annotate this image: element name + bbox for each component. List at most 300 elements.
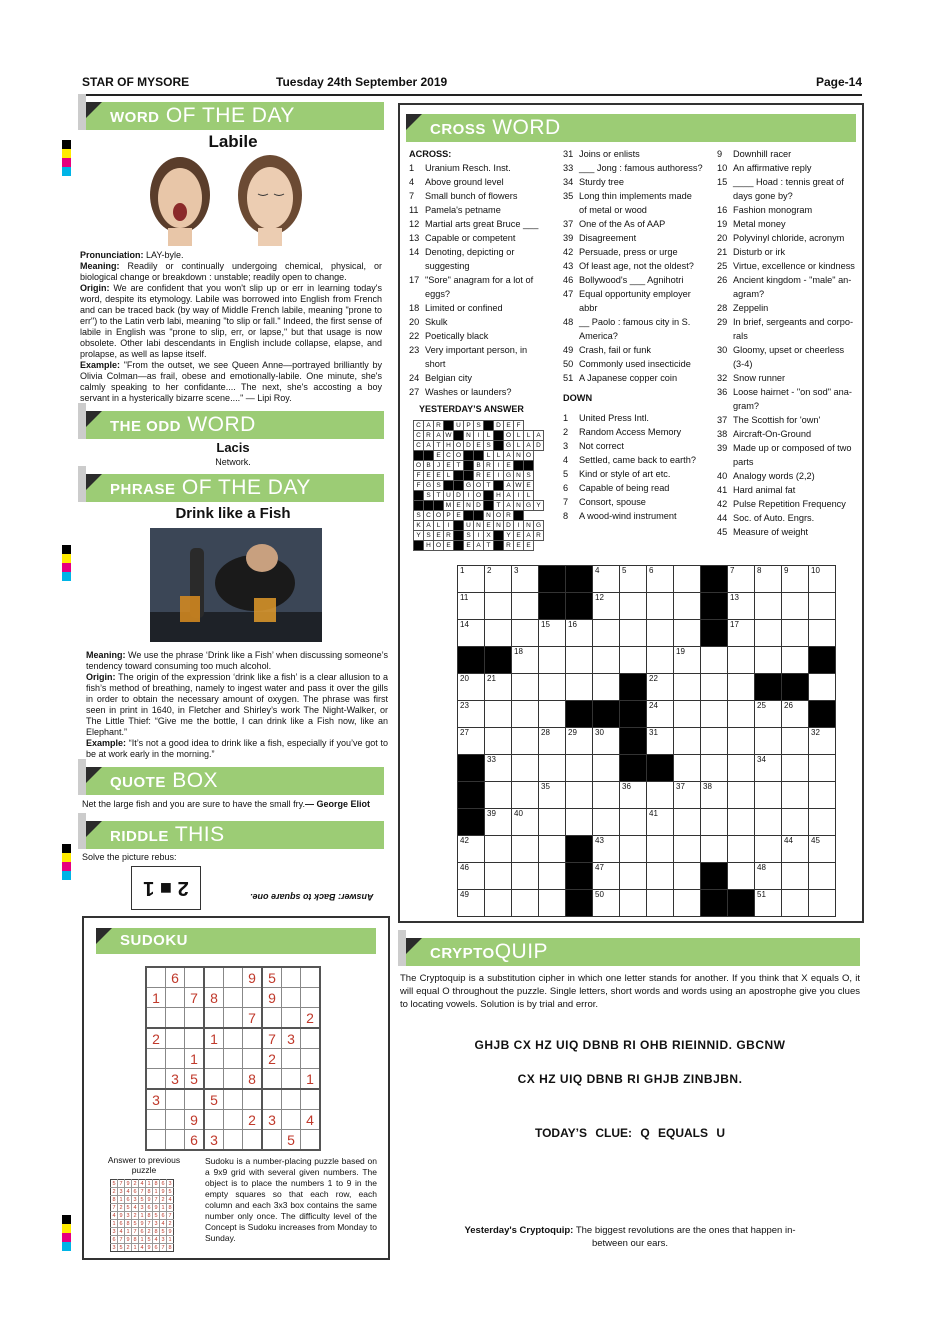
crossword-cell[interactable]: [566, 809, 593, 836]
crossword-cell[interactable]: [593, 863, 620, 890]
sudoku-cell[interactable]: [243, 988, 263, 1008]
crossword-cell[interactable]: [620, 890, 647, 917]
clue-text: Martial arts great Bruce ___: [425, 219, 539, 229]
crossword-cell[interactable]: [755, 620, 782, 647]
rebus-box: 2 ■ 1: [131, 866, 201, 910]
crossword-cell[interactable]: [674, 674, 701, 701]
sudoku-cell[interactable]: [185, 1089, 205, 1110]
crossword-cell[interactable]: [728, 620, 755, 647]
crossword-cell[interactable]: [566, 782, 593, 809]
crossword-cell[interactable]: [674, 701, 701, 728]
crossword-cell[interactable]: [512, 566, 539, 593]
crossword-cell[interactable]: [485, 836, 512, 863]
clue-number: 13: [409, 233, 420, 243]
crossword-cell[interactable]: [782, 701, 809, 728]
down-clues-col3: [717, 147, 857, 539]
clue-item: [563, 203, 703, 217]
sudoku-cell[interactable]: [301, 1049, 321, 1069]
crossword-cell[interactable]: [512, 890, 539, 917]
crossword-cell[interactable]: [539, 728, 566, 755]
crossword-cell[interactable]: [458, 566, 485, 593]
sudoku-cell[interactable]: [243, 1130, 263, 1151]
crossword-cell[interactable]: [782, 890, 809, 917]
crossword-cell[interactable]: [593, 620, 620, 647]
cell-number: 31: [649, 728, 658, 737]
crossword-cell[interactable]: [647, 782, 674, 809]
answer-letter: I: [474, 431, 484, 441]
black-square: [494, 541, 504, 551]
crossword-cell[interactable]: [593, 782, 620, 809]
crossword-cell[interactable]: [755, 890, 782, 917]
crossword-cell[interactable]: [485, 620, 512, 647]
crossword-cell[interactable]: [593, 728, 620, 755]
crossword-cell[interactable]: [593, 647, 620, 674]
crossword-cell[interactable]: [755, 593, 782, 620]
sudoku-cell[interactable]: [204, 1069, 224, 1090]
black-square: [485, 647, 512, 674]
crossword-cell[interactable]: [647, 809, 674, 836]
crossword-cell[interactable]: [728, 728, 755, 755]
crossword-cell[interactable]: [620, 620, 647, 647]
crossword-cell[interactable]: [701, 701, 728, 728]
crossword-cell[interactable]: [728, 809, 755, 836]
black-square: [566, 593, 593, 620]
crossword-cell[interactable]: [647, 593, 674, 620]
sudoku-cell[interactable]: [282, 1008, 301, 1029]
crossword-cell[interactable]: [809, 620, 836, 647]
sudoku-cell[interactable]: [224, 1069, 243, 1090]
sudoku-cell[interactable]: [146, 1008, 166, 1029]
crossword-cell[interactable]: [782, 620, 809, 647]
crossword-cell[interactable]: [755, 728, 782, 755]
cell-number: 13: [730, 593, 739, 602]
crossword-cell[interactable]: [782, 836, 809, 863]
cell-number: 36: [622, 782, 631, 791]
sudoku-cell[interactable]: [301, 967, 321, 988]
crossword-cell[interactable]: [674, 836, 701, 863]
sudoku-cell[interactable]: [262, 1069, 282, 1090]
crossword-cell[interactable]: [485, 863, 512, 890]
sudoku-cell: 9: [147, 1196, 151, 1203]
sudoku-cell[interactable]: [166, 1028, 185, 1049]
sudoku-cell[interactable]: [204, 1110, 224, 1130]
women-faces-illustration: [130, 150, 330, 246]
crossword-cell[interactable]: [728, 836, 755, 863]
sudoku-cell: 1: [147, 1180, 151, 1187]
sudoku-cell[interactable]: [282, 1089, 301, 1110]
crossword-cell[interactable]: [458, 620, 485, 647]
crossword-cell[interactable]: [539, 755, 566, 782]
color-registration-mark: [62, 545, 71, 581]
crossword-cell[interactable]: [809, 863, 836, 890]
answer-letter: E: [514, 531, 524, 541]
crossword-cell[interactable]: [728, 701, 755, 728]
answer-letter: R: [484, 461, 494, 471]
answer-letter: R: [504, 511, 514, 521]
crossword-cell[interactable]: [674, 809, 701, 836]
crossword-cell[interactable]: [809, 674, 836, 701]
crossword-cell[interactable]: [458, 674, 485, 701]
crossword-cell[interactable]: [728, 566, 755, 593]
sudoku-cell[interactable]: [262, 1008, 282, 1029]
crossword-cell[interactable]: [512, 782, 539, 809]
sudoku-cell[interactable]: [166, 1008, 185, 1029]
sudoku-cell[interactable]: [224, 1089, 243, 1110]
crossword-cell[interactable]: [728, 755, 755, 782]
crossword-cell[interactable]: [458, 890, 485, 917]
crossword-cell[interactable]: [620, 566, 647, 593]
crossword-cell[interactable]: [620, 647, 647, 674]
crossword-cell[interactable]: [593, 890, 620, 917]
clue-item: [717, 203, 857, 217]
clue-item: [563, 245, 703, 259]
crossword-cell[interactable]: [755, 863, 782, 890]
crossword-cell[interactable]: [620, 593, 647, 620]
answer-letter: R: [504, 541, 514, 551]
crossword-cell[interactable]: [647, 566, 674, 593]
sudoku-cell[interactable]: [262, 1089, 282, 1110]
crossword-cell[interactable]: [782, 566, 809, 593]
crossword-cell[interactable]: [647, 728, 674, 755]
clue-text: Virtue, excellence or kindness: [733, 261, 855, 271]
clue-number: 16: [717, 205, 728, 215]
crossword-cell[interactable]: [728, 647, 755, 674]
sudoku-cell: 9: [168, 1228, 172, 1235]
cell-number: 34: [757, 755, 766, 764]
clue-item: [409, 161, 549, 175]
sudoku-cell[interactable]: [185, 1008, 205, 1029]
sudoku-cell: 4: [140, 1180, 144, 1187]
answer-letter: Y: [504, 531, 514, 541]
clue-text: Small bunch of flowers: [425, 191, 518, 201]
black-square: [454, 471, 464, 481]
crossword-cell[interactable]: [701, 728, 728, 755]
crossword-cell[interactable]: [539, 782, 566, 809]
crossword-cell[interactable]: [512, 728, 539, 755]
crossword-cell[interactable]: [566, 755, 593, 782]
clue-text: Polyvinyl chloride, acronym: [733, 233, 845, 243]
crossword-cell[interactable]: [593, 836, 620, 863]
crossword-cell[interactable]: [809, 593, 836, 620]
crossword-cell[interactable]: [620, 863, 647, 890]
crossword-cell[interactable]: [539, 647, 566, 674]
sudoku-cell[interactable]: [262, 1130, 282, 1151]
crossword-cell[interactable]: [728, 782, 755, 809]
crossword-cell[interactable]: [566, 674, 593, 701]
crossword-cell[interactable]: [647, 701, 674, 728]
crossword-cell[interactable]: [755, 836, 782, 863]
crossword-cell[interactable]: [512, 674, 539, 701]
crossword-cell[interactable]: [485, 674, 512, 701]
sudoku-cell[interactable]: [146, 1069, 166, 1090]
crossword-cell[interactable]: [458, 836, 485, 863]
answer-letter: R: [474, 471, 484, 481]
answer-letter: F: [414, 471, 424, 481]
sudoku-cell[interactable]: [166, 988, 185, 1008]
crossword-cell[interactable]: [512, 755, 539, 782]
crossword-cell[interactable]: [485, 755, 512, 782]
answer-letter: E: [454, 511, 464, 521]
sudoku-cell: 9: [140, 1220, 144, 1227]
answer-letter: J: [434, 461, 444, 471]
crossword-cell[interactable]: [512, 809, 539, 836]
crossword-cell[interactable]: [458, 593, 485, 620]
sudoku-cell[interactable]: [224, 967, 243, 988]
clue-item: [563, 439, 703, 453]
crossword-cell[interactable]: [620, 809, 647, 836]
crossword-cell[interactable]: [674, 782, 701, 809]
sudoku-cell[interactable]: [282, 1110, 301, 1130]
clue-number: 26: [717, 275, 728, 285]
clue-number: 24: [409, 373, 420, 383]
crossword-cell[interactable]: [566, 620, 593, 647]
crossword-cell[interactable]: [728, 674, 755, 701]
sudoku-cell[interactable]: [301, 1089, 321, 1110]
crossword-cell[interactable]: [512, 620, 539, 647]
sudoku-cell[interactable]: [224, 1008, 243, 1029]
crossword-cell[interactable]: [809, 566, 836, 593]
clue-text: A wood-wind instrument: [579, 511, 677, 521]
crossword-cell[interactable]: [593, 809, 620, 836]
crossword-cell[interactable]: [620, 782, 647, 809]
cell-number: 23: [460, 701, 469, 710]
crossword-cell[interactable]: [512, 863, 539, 890]
black-square: [434, 501, 444, 511]
crossword-cell[interactable]: [512, 701, 539, 728]
sudoku-cell[interactable]: [166, 1089, 185, 1110]
clue-item: [563, 481, 703, 495]
black-square: [701, 863, 728, 890]
sudoku-cell[interactable]: [204, 1008, 224, 1029]
crossword-cell[interactable]: [539, 701, 566, 728]
crossword-cell[interactable]: [458, 728, 485, 755]
black-square: [539, 593, 566, 620]
clue-text: A Japanese copper coin: [579, 373, 678, 383]
answer-letter: E: [514, 541, 524, 551]
sudoku-cell[interactable]: [301, 1028, 321, 1049]
sudoku-cell[interactable]: [282, 988, 301, 1008]
crossword-cell[interactable]: [539, 674, 566, 701]
crossword-cell[interactable]: [647, 836, 674, 863]
crossword-cell[interactable]: [809, 755, 836, 782]
black-square: [566, 836, 593, 863]
crossword-cell[interactable]: [755, 809, 782, 836]
crossword-cell[interactable]: [458, 701, 485, 728]
clue-item: [717, 371, 857, 385]
sudoku-cell[interactable]: [224, 1130, 243, 1151]
sudoku-cell[interactable]: [146, 967, 166, 988]
crossword-cell[interactable]: [809, 728, 836, 755]
black-square: [755, 674, 782, 701]
sudoku-cell[interactable]: [185, 1028, 205, 1049]
sudoku-cell[interactable]: [146, 1130, 166, 1151]
sudoku-cell[interactable]: [204, 1049, 224, 1069]
crossword-cell[interactable]: [782, 728, 809, 755]
sudoku-cell[interactable]: [301, 988, 321, 1008]
answer-letter: N: [464, 431, 474, 441]
clue-text: Washes or launders?: [425, 387, 512, 397]
sudoku-cell: 4: [126, 1188, 130, 1195]
crossword-cell[interactable]: [647, 620, 674, 647]
clue-text: rals: [733, 331, 748, 341]
crossword-cell[interactable]: [539, 863, 566, 890]
crossword-cell[interactable]: [647, 890, 674, 917]
answer-letter: A: [504, 481, 514, 491]
crossword-cell[interactable]: [755, 701, 782, 728]
sudoku-cell[interactable]: [243, 1049, 263, 1069]
crossword-cell[interactable]: [485, 728, 512, 755]
clue-text: Long thin implements made: [579, 191, 692, 201]
cell-number: 38: [703, 782, 712, 791]
answer-letter: G: [424, 481, 434, 491]
crossword-cell[interactable]: [755, 755, 782, 782]
crossword-cell[interactable]: [701, 782, 728, 809]
crossword-cell[interactable]: [593, 566, 620, 593]
crossword-cell[interactable]: [566, 647, 593, 674]
crossword-cell[interactable]: [809, 809, 836, 836]
clue-number: 33: [563, 163, 574, 173]
crossword-cell[interactable]: [782, 755, 809, 782]
crossword-cell[interactable]: [701, 647, 728, 674]
crossword-cell[interactable]: [674, 566, 701, 593]
crossword-cell[interactable]: [485, 593, 512, 620]
crossword-cell[interactable]: [539, 890, 566, 917]
crossword-cell[interactable]: [755, 647, 782, 674]
crossword-cell[interactable]: [809, 890, 836, 917]
sudoku-cell: 1: [168, 1236, 172, 1243]
sudoku-cell[interactable]: [185, 967, 205, 988]
answer-letter: P: [464, 421, 474, 431]
sudoku-cell[interactable]: [282, 967, 301, 988]
crossword-cell[interactable]: [755, 782, 782, 809]
crossword-cell[interactable]: [809, 782, 836, 809]
clue-text: Made up or composed of two: [733, 443, 852, 453]
crossword-cell[interactable]: [782, 593, 809, 620]
sudoku-cell[interactable]: [282, 1049, 301, 1069]
crossword-cell[interactable]: [728, 593, 755, 620]
black-square: [701, 566, 728, 593]
crossword-cell[interactable]: [674, 593, 701, 620]
answer-letter: N: [514, 501, 524, 511]
clue-item: [717, 455, 857, 469]
sudoku-cell[interactable]: [224, 1028, 243, 1049]
answer-letter: O: [504, 431, 514, 441]
crossword-cell[interactable]: [512, 593, 539, 620]
crossword-cell[interactable]: [674, 647, 701, 674]
crossword-cell[interactable]: [701, 836, 728, 863]
crossword-cell[interactable]: [539, 620, 566, 647]
crossword-cell[interactable]: [593, 755, 620, 782]
sudoku-cell: 3: [133, 1196, 137, 1203]
crossword-cell[interactable]: [566, 728, 593, 755]
sudoku-cell[interactable]: [243, 1028, 263, 1049]
crossword-cell[interactable]: [782, 809, 809, 836]
crossword-cell[interactable]: [674, 620, 701, 647]
crossword-cell[interactable]: [485, 701, 512, 728]
crossword-cell[interactable]: [782, 647, 809, 674]
sudoku-cell: 3: [140, 1204, 144, 1211]
sudoku-cell[interactable]: [282, 1069, 301, 1090]
sudoku-cell[interactable]: [166, 1049, 185, 1069]
sudoku-cell[interactable]: [243, 1089, 263, 1110]
cell-number: 10: [811, 566, 820, 575]
crossword-cell[interactable]: [512, 647, 539, 674]
sudoku-cell: 6: [185, 1130, 205, 1151]
crossword-cell[interactable]: [674, 755, 701, 782]
crossword-cell[interactable]: [539, 809, 566, 836]
cell-number: 20: [460, 674, 469, 683]
sudoku-cell[interactable]: [224, 1110, 243, 1130]
sudoku-cell[interactable]: [146, 1049, 166, 1069]
crossword-cell[interactable]: [539, 836, 566, 863]
answer-letter: L: [434, 521, 444, 531]
sudoku-cell[interactable]: [166, 1130, 185, 1151]
sudoku-cell: 7: [140, 1188, 144, 1195]
crossword-cell[interactable]: [755, 566, 782, 593]
answer-letter: A: [424, 421, 434, 431]
sudoku-cell: 5: [204, 1089, 224, 1110]
sudoku-cell[interactable]: [204, 967, 224, 988]
crossword-cell[interactable]: [485, 782, 512, 809]
crossword-cell[interactable]: [674, 728, 701, 755]
cell-number: 11: [460, 593, 469, 602]
crossword-cell[interactable]: [647, 863, 674, 890]
sudoku-cell: 8: [168, 1244, 172, 1251]
crossword-cell[interactable]: [728, 863, 755, 890]
crossword-cell[interactable]: [593, 593, 620, 620]
sudoku-cell: 1: [154, 1188, 158, 1195]
sudoku-cell: 5: [185, 1069, 205, 1090]
crossword-cell[interactable]: [620, 836, 647, 863]
sudoku-cell[interactable]: [301, 1130, 321, 1151]
sudoku-cell: 2: [147, 1228, 151, 1235]
answer-letter: O: [474, 491, 484, 501]
crossword-cell[interactable]: [782, 782, 809, 809]
crossword-cell[interactable]: [782, 863, 809, 890]
sudoku-cell[interactable]: [146, 1110, 166, 1130]
crossword-cell[interactable]: [485, 890, 512, 917]
clue-text: Sturdy tree: [579, 177, 624, 187]
clue-number: 7: [409, 191, 415, 201]
black-square: [464, 471, 474, 481]
crossword-cell[interactable]: [593, 674, 620, 701]
crossword-cell[interactable]: [701, 674, 728, 701]
cell-number: 49: [460, 890, 469, 899]
sudoku-cell: 5: [147, 1236, 151, 1243]
sudoku-cell[interactable]: [224, 988, 243, 1008]
sudoku-cell[interactable]: [166, 1110, 185, 1130]
crossword-cell[interactable]: [647, 674, 674, 701]
crossword-cell[interactable]: [647, 647, 674, 674]
crossword-cell[interactable]: [512, 836, 539, 863]
sudoku-cell[interactable]: [224, 1049, 243, 1069]
crossword-cell[interactable]: [458, 863, 485, 890]
crossword-cell[interactable]: [485, 809, 512, 836]
crossword-cell[interactable]: [674, 863, 701, 890]
answer-letter: C: [424, 511, 434, 521]
riddle-answer: Answer: Back to square one.: [250, 892, 374, 902]
color-registration-mark: [62, 844, 71, 880]
black-square: [566, 890, 593, 917]
answer-letter: E: [504, 461, 514, 471]
crossword-cell[interactable]: [809, 836, 836, 863]
crossword-cell[interactable]: [701, 809, 728, 836]
crossword-cell[interactable]: [485, 566, 512, 593]
sudoku-cell: 7: [243, 1008, 263, 1029]
crossword-cell[interactable]: [701, 755, 728, 782]
clue-item: [409, 385, 549, 399]
crossword-cell[interactable]: [674, 890, 701, 917]
